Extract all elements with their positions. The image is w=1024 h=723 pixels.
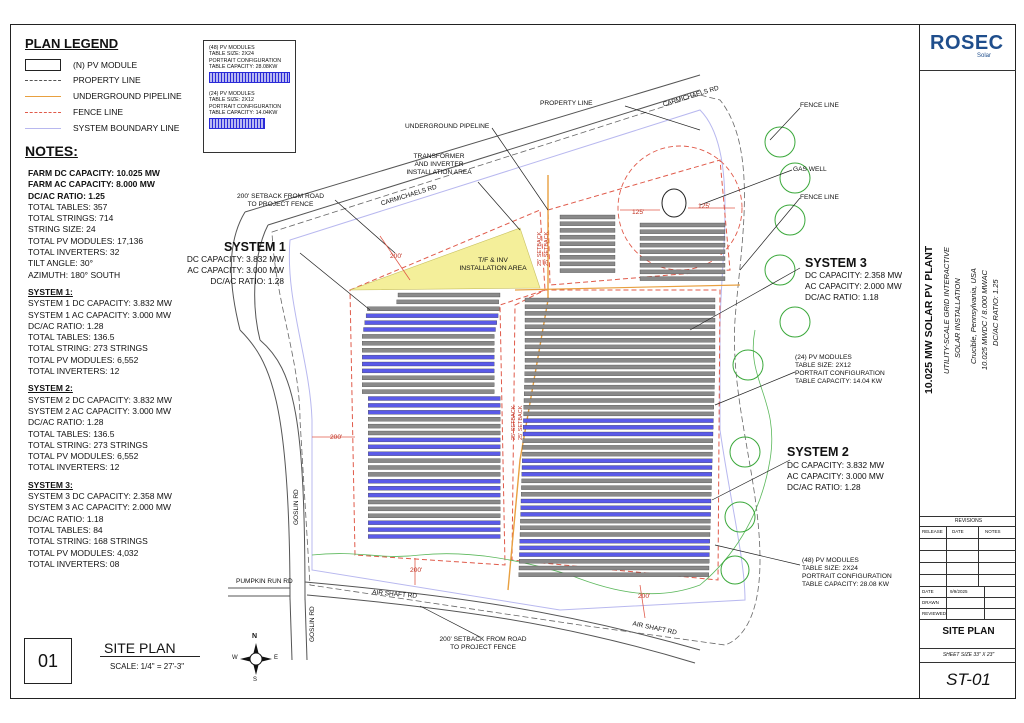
note-line: TOTAL PV MODULES: 4,032 xyxy=(28,547,139,558)
pv-table-row xyxy=(368,424,500,428)
note-line: TOTAL PV MODULES: 6,552 xyxy=(28,451,139,462)
tb-divider xyxy=(920,526,1016,527)
transformer-line2: AND INVERTER xyxy=(414,161,464,168)
pv-table-row xyxy=(519,553,709,557)
rev-col-release: RELEASE xyxy=(922,529,943,534)
pv-table-row xyxy=(525,332,715,336)
pv-table-row xyxy=(525,311,715,315)
pv-table-row xyxy=(523,445,713,449)
note-line: SYSTEM 1 DC CAPACITY: 3.832 MW xyxy=(28,298,172,309)
goslin-road-edge xyxy=(260,340,305,600)
dim-125-a: 125' xyxy=(632,209,645,216)
pv-table-row xyxy=(524,405,714,409)
system1-ac: AC CAPACITY: 3.000 MW xyxy=(187,265,284,275)
system3-dc: DC CAPACITY: 2.358 MW xyxy=(805,270,903,280)
pv-table-row xyxy=(640,230,725,234)
setback-top-line2: TO PROJECT FENCE xyxy=(247,201,314,208)
tb-col-sep xyxy=(984,586,985,619)
note-line: DC/AC RATIO: 1.18 xyxy=(28,513,104,524)
note-line: TOTAL STRING: 273 STRINGS xyxy=(28,439,148,450)
notes-title: NOTES: xyxy=(25,143,78,159)
pv-table-row xyxy=(525,338,715,342)
note-line: AZIMUTH: 180° SOUTH xyxy=(28,269,121,280)
tree xyxy=(780,307,810,337)
system1-title: SYSTEM 1 xyxy=(224,240,286,254)
view-title-underline xyxy=(100,656,200,657)
pv-table-row xyxy=(368,417,500,421)
legend-label: FENCE LINE xyxy=(73,107,124,117)
system3-title: SYSTEM 3 xyxy=(805,256,867,270)
pv-table-row xyxy=(560,215,615,219)
pv-table-row xyxy=(522,452,712,456)
pv-table-row xyxy=(560,235,615,239)
pv-table-row xyxy=(368,500,500,504)
carmichaels-road-edge xyxy=(245,75,700,212)
pv-table-row xyxy=(368,514,500,518)
note-line: TOTAL PV MODULES: 6,552 xyxy=(28,354,139,365)
road-label-pumpkin: PUMPKIN RUN RD xyxy=(236,578,293,585)
gas-well xyxy=(662,189,686,217)
pv-table-row xyxy=(640,257,725,261)
pv-table-row xyxy=(362,390,494,394)
key-a-line2: TABLE SIZE: 2X24 xyxy=(209,51,254,58)
pv-table-row xyxy=(368,397,500,401)
pv-table-row xyxy=(640,243,725,247)
pv-table-row xyxy=(524,399,714,403)
pv-table-row xyxy=(367,307,499,311)
tf-area-line2: INSTALLATION AREA xyxy=(459,265,527,272)
pv-table-row xyxy=(525,325,715,329)
system1-ratio: DC/AC RATIO: 1.28 xyxy=(210,276,284,286)
project-location: Crucible, Pennsylvania, USA xyxy=(969,268,978,364)
pv-table-row xyxy=(362,376,494,380)
property-line-label: PROPERTY LINE xyxy=(540,100,593,107)
sheet-id: ST-01 xyxy=(946,670,991,689)
pv-table-row xyxy=(365,321,497,325)
pv-table-row xyxy=(560,249,615,253)
pv-table-row xyxy=(368,431,500,435)
tb-col-sep xyxy=(946,586,947,619)
pv-table-row xyxy=(368,507,500,511)
setback-top-label xyxy=(228,193,333,209)
note-line: TOTAL INVERTERS: 08 xyxy=(28,558,120,569)
tb-divider xyxy=(920,597,1016,598)
pv-table-row xyxy=(521,506,711,510)
mod48-line3: PORTRAIT CONFIGURATION xyxy=(802,573,892,580)
note-line: TOTAL INVERTERS: 12 xyxy=(28,366,120,377)
fence-line-label-2: FENCE LINE xyxy=(800,194,839,201)
system2-dc: DC CAPACITY: 3.832 MW xyxy=(787,460,885,470)
pv-table-row xyxy=(525,305,715,309)
legend-title: PLAN LEGEND xyxy=(25,36,119,51)
pv-table-row xyxy=(368,438,500,442)
note-line: TOTAL TABLES: 84 xyxy=(28,524,103,535)
setback-25-c: 25' SETBACK xyxy=(511,405,517,440)
tb-divider xyxy=(920,550,1016,551)
rev-col-notes: NOTES xyxy=(985,529,1001,534)
reviewed-label: REVIEWED xyxy=(922,611,947,616)
tb-divider xyxy=(920,619,1016,620)
system3-notes-title: SYSTEM 3: xyxy=(28,479,73,490)
pv-table-row xyxy=(520,533,710,537)
tree xyxy=(733,350,763,380)
pv-table-row xyxy=(522,472,712,476)
pv-table-row xyxy=(521,499,711,503)
pv-table-row xyxy=(364,328,496,332)
pv-table-row xyxy=(398,293,500,297)
transformer-line3: INSTALLATION AREA xyxy=(406,169,472,176)
pv-table-row xyxy=(560,262,615,266)
road-label-carmichaels: CARMICHAELS RD xyxy=(662,84,720,109)
system3-ratio: DC/AC RATIO: 1.18 xyxy=(805,292,879,302)
system2-ac: AC CAPACITY: 3.000 MW xyxy=(787,471,884,481)
pv-table-row xyxy=(525,298,715,302)
goslin-road-edge xyxy=(290,598,292,660)
pv-table-row xyxy=(368,403,500,407)
farm-ac: FARM AC CAPACITY: 8.000 MW xyxy=(28,179,155,190)
system1-dc: DC CAPACITY: 3.832 MW xyxy=(186,254,284,264)
legend-label: UNDERGROUND PIPELINE xyxy=(73,91,182,101)
pv-table-row xyxy=(560,269,615,273)
pv-table-row xyxy=(525,358,715,362)
note-line: TOTAL TABLES: 136.5 xyxy=(28,332,115,343)
pv-table-row xyxy=(362,383,494,387)
tb-divider xyxy=(920,608,1016,609)
key-b-line3: PORTRAIT CONFIGURATION xyxy=(209,103,282,110)
note-line: TOTAL STRING: 168 STRINGS xyxy=(28,536,148,547)
system3-specs xyxy=(805,270,902,303)
key-a-line1: (48) PV MODULES xyxy=(209,45,255,51)
note-line: TILT ANGLE: 30° xyxy=(28,258,93,269)
project-capacity: 10.025 MWDC / 8.000 MWAC xyxy=(980,270,989,370)
pv-table-row xyxy=(640,270,725,274)
system2-notes-title: SYSTEM 2: xyxy=(28,383,73,394)
pv-table-row xyxy=(640,223,725,227)
project-ratio: DC/AC RATIO: 1.25 xyxy=(991,279,1000,346)
pv-table-row xyxy=(523,432,713,436)
pv-table-row xyxy=(525,352,715,356)
pv-table-row xyxy=(560,255,615,259)
revisions-header: REVISIONS xyxy=(954,518,983,524)
rev-col-date: DATE xyxy=(952,529,964,534)
underground-pipeline xyxy=(515,285,740,290)
tb-divider xyxy=(920,662,1016,663)
tb-divider xyxy=(920,516,1016,517)
pv-table-row xyxy=(397,300,499,304)
pv-table-row xyxy=(368,472,500,476)
tree xyxy=(725,502,755,532)
pv-table-row xyxy=(640,236,725,240)
tb-divider xyxy=(920,648,1016,649)
tf-area-line1: T/F & INV xyxy=(478,257,508,264)
project-title: 10.025 MW SOLAR PV PLANT xyxy=(923,245,935,394)
pv-table-row xyxy=(640,277,725,281)
key-b-line1: (24) PV MODULES xyxy=(209,91,255,98)
tf-area-label xyxy=(453,257,533,273)
pv-table-row xyxy=(523,439,713,443)
pv-table-row xyxy=(362,369,494,373)
dim-200-a: 200' xyxy=(390,253,403,260)
pv-table-row xyxy=(368,493,500,497)
setback-bottom-label xyxy=(428,636,538,652)
view-scale: SCALE: 1/4" = 27'-3" xyxy=(110,662,185,671)
setback-25-d: 25' SETBACK xyxy=(518,405,524,440)
tb-divider xyxy=(920,586,1016,587)
rev-col-sep xyxy=(978,526,979,586)
pv-table-row xyxy=(520,539,710,543)
pv-table-row xyxy=(560,242,615,246)
pv-table-row xyxy=(362,348,494,352)
farm-dc: FARM DC CAPACITY: 10.025 MW xyxy=(28,168,160,178)
sheet-size: SHEET SIZE 33" X 23" xyxy=(942,652,995,658)
legend-label: SYSTEM BOUNDARY LINE xyxy=(73,123,180,133)
mod48-line1: (48) PV MODULES xyxy=(802,557,859,564)
tb-divider xyxy=(920,574,1016,575)
pv-table-row xyxy=(368,466,500,470)
tb-divider xyxy=(920,538,1016,539)
farm-ratio: DC/AC RATIO: 1.25 xyxy=(28,190,105,201)
pv-table-row xyxy=(368,521,500,525)
note-line: TOTAL TABLES: 136.5 xyxy=(28,428,115,439)
tb-divider xyxy=(920,562,1016,563)
pv-table-row xyxy=(520,546,710,550)
system1-specs xyxy=(184,254,284,287)
pv-table-row xyxy=(522,459,712,463)
transformer-line1: TRANSFORMER xyxy=(413,153,465,160)
legend-label: (N) PV MODULE xyxy=(73,60,138,70)
pv-table-row xyxy=(525,365,715,369)
dim-125-b: 125' xyxy=(698,203,711,210)
pv-table-row xyxy=(523,419,713,423)
pv-table-row xyxy=(560,222,615,226)
rev-col-sep xyxy=(946,526,947,586)
pv-table-row xyxy=(366,314,498,318)
company-logo-sub: Solar xyxy=(977,53,992,59)
system2-title: SYSTEM 2 xyxy=(787,445,849,459)
pv-table-row xyxy=(520,526,710,530)
pv-table-row xyxy=(525,372,715,376)
key-b-line4: TABLE CAPACITY: 14.04KW xyxy=(209,110,278,117)
mod48-label xyxy=(802,557,892,589)
system2-ratio: DC/AC RATIO: 1.28 xyxy=(787,482,861,492)
compass-w: W xyxy=(232,655,238,661)
road-label-airshaft-2: AIR SHAFT RD xyxy=(631,620,678,637)
pv-table-row xyxy=(368,486,500,490)
key-a-line4: TABLE CAPACITY: 28.08KW xyxy=(209,63,278,70)
road-label-goslin: GOSLIN RD xyxy=(293,489,300,525)
note-line: SYSTEM 2 DC CAPACITY: 3.832 MW xyxy=(28,394,172,405)
pv-table-row xyxy=(368,445,500,449)
note-line: TOTAL PV MODULES: 17,136 xyxy=(28,235,144,246)
dim-200-d: 200' xyxy=(638,593,651,600)
pv-table-row xyxy=(368,535,500,539)
tree xyxy=(765,255,795,285)
mod24-line3: PORTRAIT CONFIGURATION xyxy=(795,370,885,377)
mod24-line4: TABLE CAPACITY: 14.04 KW xyxy=(795,378,882,385)
tb-divider xyxy=(920,70,1016,71)
pv-table-row xyxy=(362,341,494,345)
compass-rose xyxy=(240,643,272,675)
mod24-line2: TABLE SIZE: 2X12 xyxy=(795,362,851,369)
goslin-road-edge xyxy=(305,598,307,660)
pv-table-row xyxy=(519,573,709,577)
system1-notes-title: SYSTEM 1: xyxy=(28,286,73,297)
pv-table-row xyxy=(362,355,494,359)
tree xyxy=(730,437,760,467)
compass-n: N xyxy=(252,633,258,640)
gas-well-label: GAS WELL xyxy=(793,166,827,173)
pv-table-row xyxy=(362,362,494,366)
dim-200-b: 200' xyxy=(330,434,343,441)
pv-table-row xyxy=(525,378,715,382)
pv-table-row xyxy=(521,512,711,516)
note-line: SYSTEM 3 DC CAPACITY: 2.358 MW xyxy=(28,491,172,502)
dim-200-c: 200' xyxy=(410,567,423,574)
note-line: SYSTEM 1 AC CAPACITY: 3.000 MW xyxy=(28,309,171,320)
pv-table-row xyxy=(640,250,725,254)
pv-table-row xyxy=(368,528,500,532)
setback-bottom-line1: 200' SETBACK FROM ROAD xyxy=(439,636,527,643)
pv-table-row xyxy=(525,318,715,322)
mod48-line4: TABLE CAPACITY: 28.08 KW xyxy=(802,581,889,588)
road-label-goslin-lower: GOSLIN RD xyxy=(309,606,316,642)
pv-table-row xyxy=(523,425,713,429)
pv-table-row xyxy=(524,385,714,389)
note-line: DC/AC RATIO: 1.28 xyxy=(28,320,104,331)
pv-table-row xyxy=(521,492,711,496)
note-line: TOTAL TABLES: 357 xyxy=(28,201,108,212)
pv-table-row xyxy=(521,486,711,490)
setback-25-a: 25' SETBACK xyxy=(537,231,543,266)
note-line: SYSTEM 3 AC CAPACITY: 2.000 MW xyxy=(28,502,171,513)
tree xyxy=(765,127,795,157)
key-b-line2: TABLE SIZE: 2X12 xyxy=(209,97,254,104)
note-line: DC/AC RATIO: 1.28 xyxy=(28,417,104,428)
view-number: 01 xyxy=(37,650,59,671)
project-sub2: SOLAR INSTALLATION xyxy=(953,278,962,358)
road-label-airshaft: AIR SHAFT RD xyxy=(371,589,418,600)
note-line: TOTAL INVERTERS: 32 xyxy=(28,247,120,258)
drawn-label: DRAWN xyxy=(922,600,939,605)
pv-table-row xyxy=(362,334,494,338)
view-number-box xyxy=(24,638,72,684)
mod24-line1: (24) PV MODULES xyxy=(795,354,852,361)
pv-table-row xyxy=(525,345,715,349)
compass-e: E xyxy=(274,655,279,661)
setback-top-line1: 200' SETBACK FROM ROAD xyxy=(237,193,324,200)
mod48-line2: TABLE SIZE: 2X24 xyxy=(802,565,858,572)
pv-table-row xyxy=(368,459,500,463)
compass-s: S xyxy=(253,677,258,683)
pv-table-row xyxy=(519,559,709,563)
project-sub1: UTILITY-SCALE GRID INTERACTIVE xyxy=(942,247,951,374)
pv-table-row xyxy=(640,263,725,267)
pipeline-label: UNDERGROUND PIPELINE xyxy=(405,123,490,130)
legend-label: PROPERTY LINE xyxy=(73,75,141,85)
pv-table-row xyxy=(524,392,714,396)
pv-table-row xyxy=(522,466,712,470)
system2-specs xyxy=(787,460,884,493)
pv-table-row xyxy=(368,452,500,456)
company-logo: ROSEC xyxy=(930,32,1004,54)
fence-line-label-1: FENCE LINE xyxy=(800,102,839,109)
pv-table-row xyxy=(519,566,709,570)
date-label: DATE xyxy=(922,589,934,594)
pv-table-row xyxy=(368,479,500,483)
note-line: SYSTEM 2 AC CAPACITY: 3.000 MW xyxy=(28,405,171,416)
pv-table-row xyxy=(522,479,712,483)
view-title: SITE PLAN xyxy=(104,640,176,656)
pv-table-row xyxy=(520,519,710,523)
tree xyxy=(721,556,749,584)
pv-table-row xyxy=(560,228,615,232)
note-line: TOTAL INVERTERS: 12 xyxy=(28,462,120,473)
date-value: 9/9/2025 xyxy=(950,589,968,594)
transformer-label xyxy=(404,153,474,177)
key-a-line3: PORTRAIT CONFIGURATION xyxy=(209,57,282,64)
mod24-label xyxy=(795,354,885,386)
note-line: STRING SIZE: 24 xyxy=(28,224,96,235)
note-line: TOTAL STRING: 273 STRINGS xyxy=(28,343,148,354)
setback-bottom-line2: TO PROJECT FENCE xyxy=(450,644,516,651)
note-line: TOTAL STRINGS: 714 xyxy=(28,213,114,224)
pv-table-row xyxy=(524,412,714,416)
title-block xyxy=(919,24,1016,699)
sheet-title: SITE PLAN xyxy=(942,626,995,637)
pv-table-row xyxy=(368,410,500,414)
system3-ac: AC CAPACITY: 2.000 MW xyxy=(805,281,902,291)
setback-25-b: 25' SETBACK xyxy=(544,231,550,266)
road-label-carmichaels-inner: CARMICHAELS RD xyxy=(380,183,438,208)
